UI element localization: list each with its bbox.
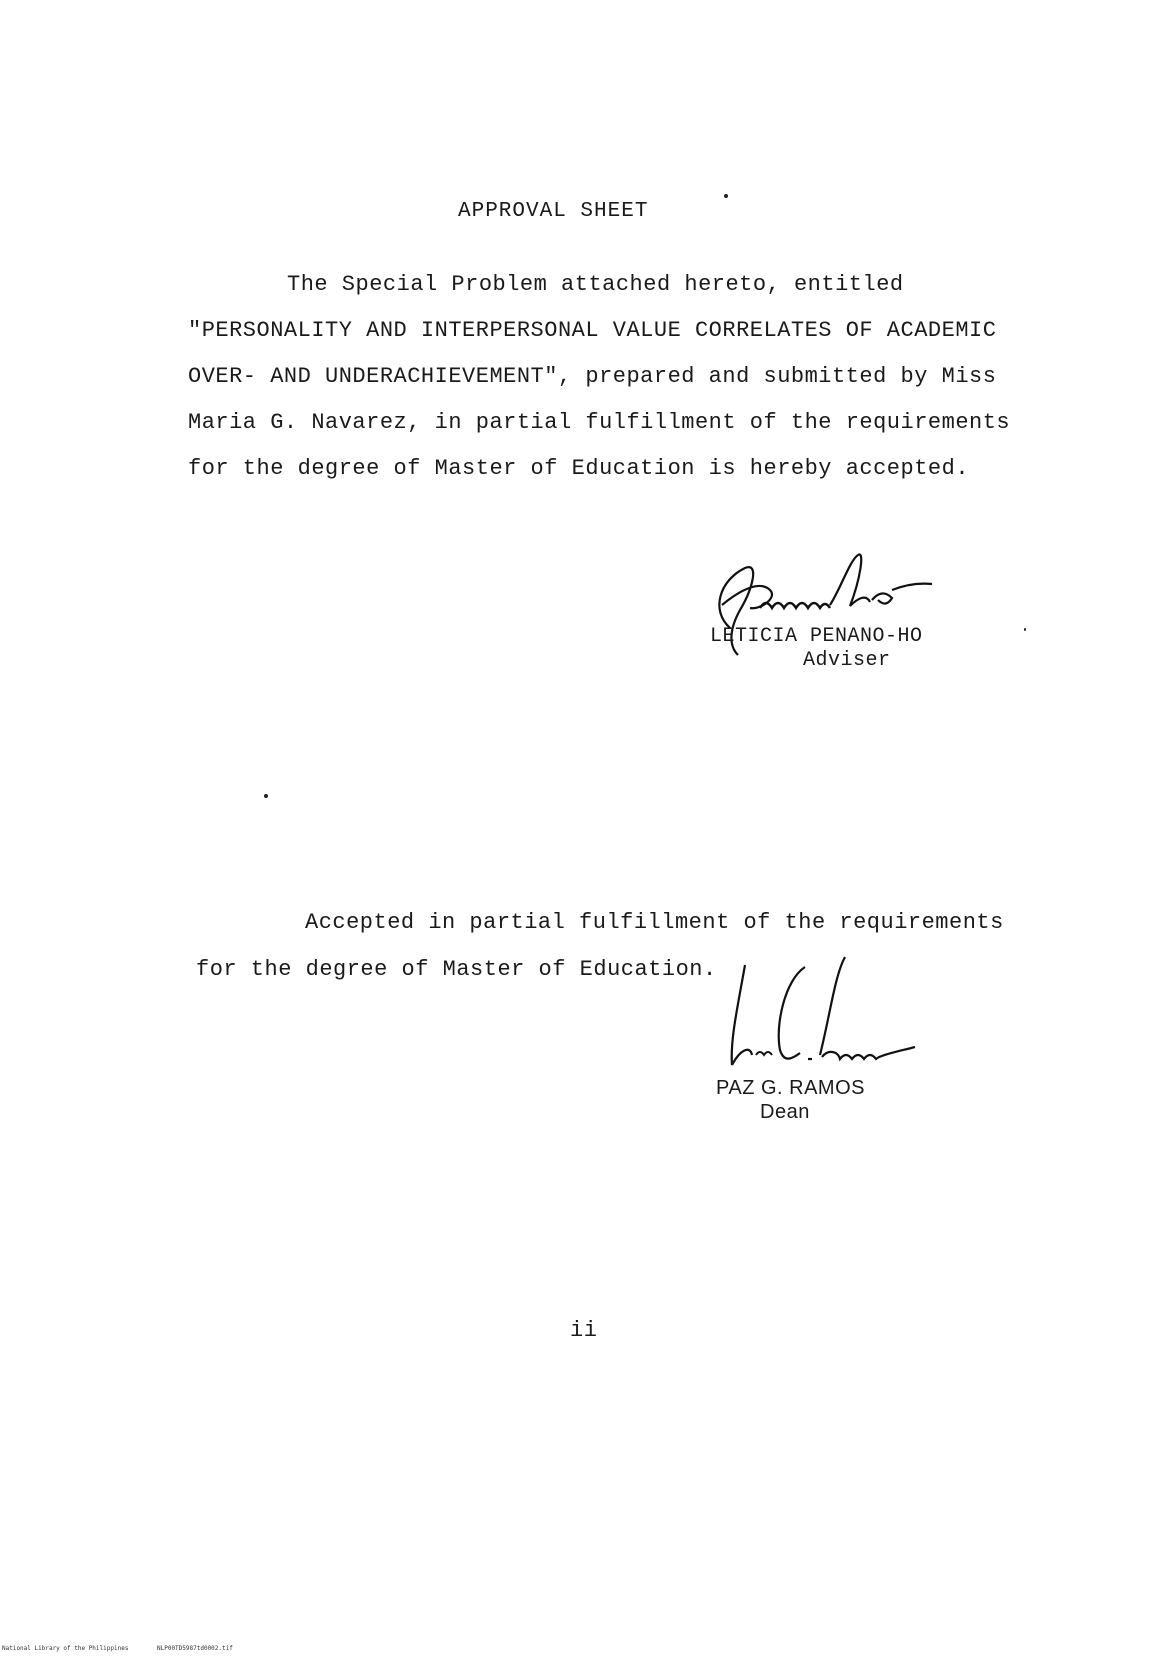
scan-speck [1024, 628, 1026, 631]
footer-library: National Library of the Philippines [2, 1645, 129, 1652]
body-line-5: for the degree of Master of Education is hereby accepted. [188, 456, 970, 481]
body-line-1: The Special Problem attached hereto, entitled [287, 272, 904, 297]
adviser-name: LETICIA PENANO-HO [710, 625, 923, 648]
page-number: ii [570, 1318, 598, 1343]
scan-speck [264, 794, 268, 798]
footer-filename: NLP00TD5987td0002.tif [157, 1645, 233, 1652]
body-line-2: "PERSONALITY AND INTERPERSONAL VALUE CORRELATES OF ACADEMIC [188, 318, 997, 343]
acceptance-line-1: Accepted in partial fulfillment of the requirements [305, 910, 1004, 935]
adviser-role: Adviser [803, 649, 891, 672]
acceptance-line-2: for the degree of Master of Education. [196, 957, 717, 982]
scan-speck [724, 194, 728, 198]
page-title: APPROVAL SHEET [458, 200, 649, 223]
dean-signature [720, 955, 920, 1080]
body-line-3: OVER- AND UNDERACHIEVEMENT", prepared and submitted by Miss [188, 364, 997, 389]
dean-name: PAZ G. RAMOS [716, 1077, 865, 1099]
body-line-4: Maria G. Navarez, in partial fulfillment of the requirements [188, 410, 1011, 435]
dean-role: Dean [760, 1101, 810, 1123]
